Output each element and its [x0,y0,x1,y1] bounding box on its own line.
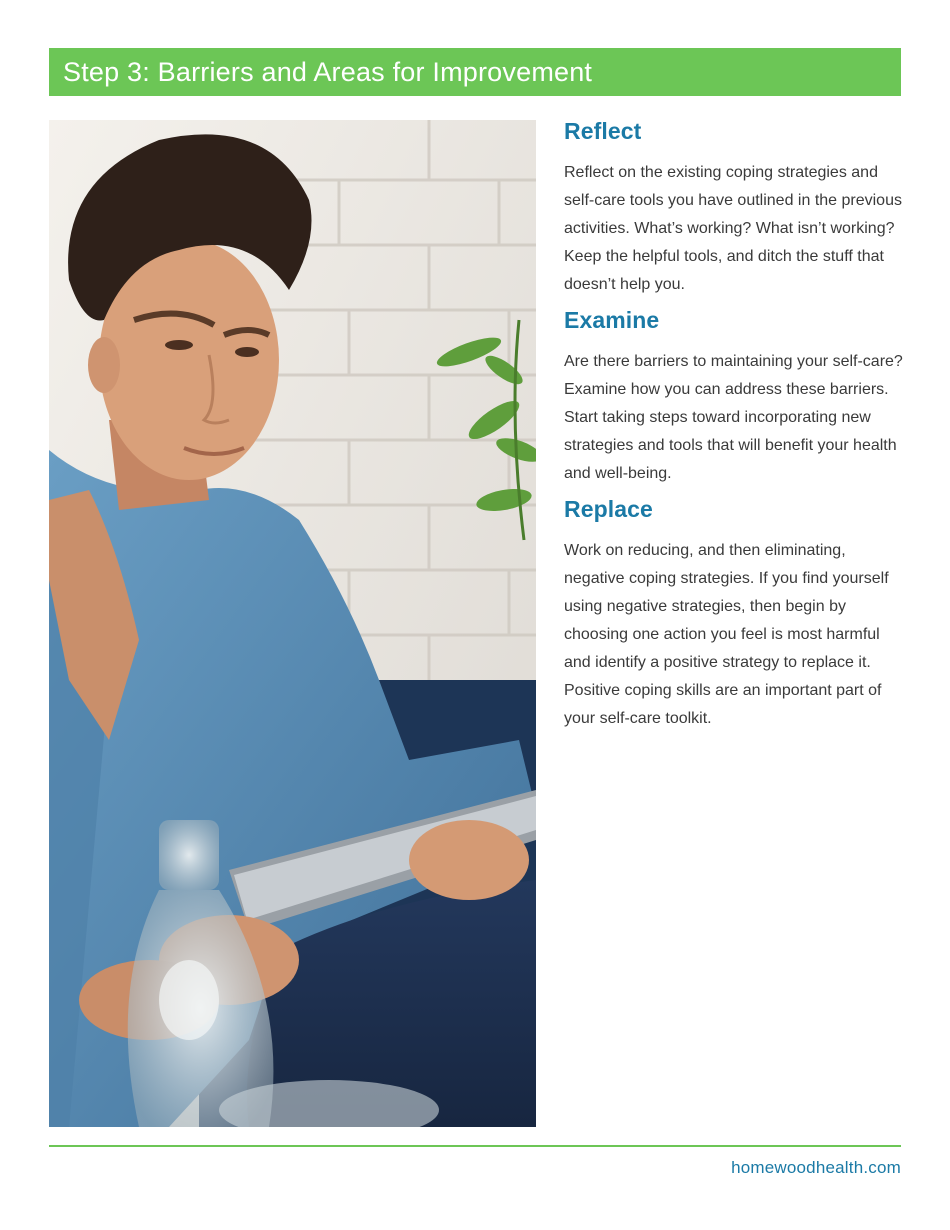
section-heading-examine: Examine [564,307,660,333]
text-column [564,114,904,737]
section-examine [564,303,904,488]
section-heading-replace: Replace [564,496,653,522]
man-reading-tablet-photo [49,120,536,1127]
title-banner [49,48,901,96]
section-reflect [564,114,904,299]
section-body-examine: Are there barriers to maintaining your self-care? Examine how you can address these barriers. Start taking steps toward incorporating new strategies and tools that will benefit your health and well-being. [564,353,903,482]
section-body-reflect: Reflect on the existing coping strategies and self-care tools you have outlined in the previous activities. What’s working? What isn’t working? Keep the helpful tools, and ditch the stuff that doesn’t help you. [564,164,902,293]
page-title: Step 3: Barriers and Areas for Improvement [63,56,593,87]
website-link[interactable]: homewoodhealth.com [731,1158,901,1177]
footer-divider [49,1145,901,1147]
section-replace [564,492,904,733]
section-heading-reflect: Reflect [564,118,642,144]
section-body-replace: Work on reducing, and then eliminating, negative coping strategies. If you find yourself using negative strategies, then begin by choosing one action you feel is most harmful and identify a positive strategy to replace it. Positive coping skills are an important part of your self-care toolkit. [564,542,889,727]
